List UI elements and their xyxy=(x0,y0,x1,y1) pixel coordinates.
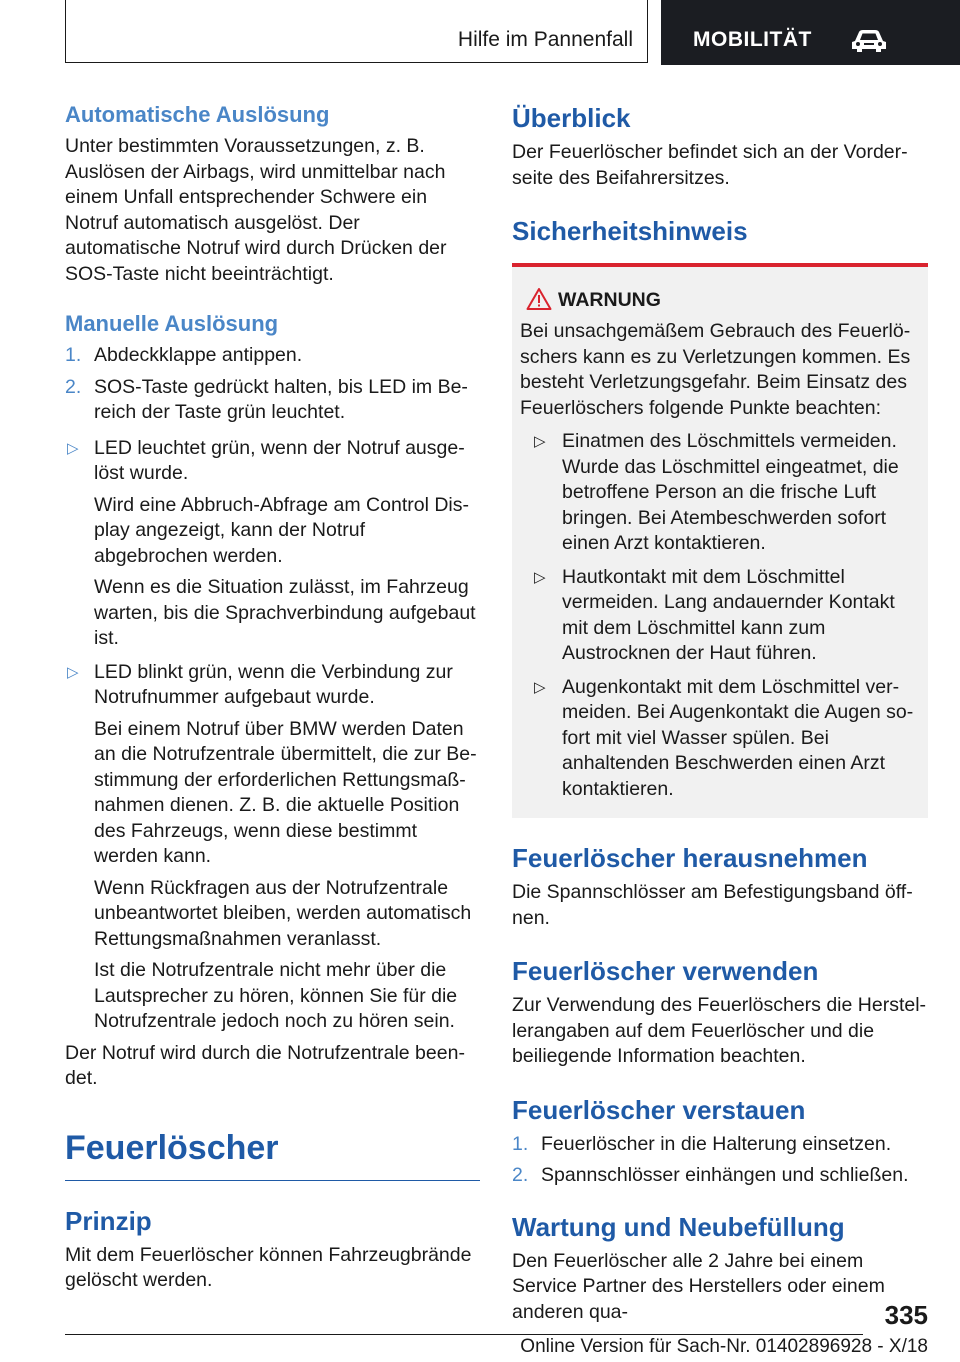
chapter-label: MOBILITÄT xyxy=(693,28,812,51)
step-number: 2. xyxy=(512,1164,529,1186)
bullet-text: Augenkontakt mit dem Löschmittel vermeiden. Bei Augenkontakt die Augen sofort mit viel Wasser spülen. Bei anhaltenden Beschwerden einen Arzt kontaktieren. xyxy=(562,675,914,800)
overview-heading: Überblick xyxy=(512,103,631,133)
bullet-text: Ist die Notrufzentrale nicht mehr über die Lautsprecher zu hören, können Sie für die Notrufzentrale jedoch noch zu hören sein. xyxy=(94,959,458,1032)
maintenance-text: Den Feuerlöscher alle 2 Jahre bei einem Service Partner des Herstellers oder einem anderen qua- xyxy=(512,1249,885,1323)
warning-title xyxy=(520,285,914,313)
section-label: Hilfe im Pannenfall xyxy=(457,28,633,51)
stow-heading: Feuerlöscher verstauen xyxy=(512,1094,806,1125)
list-item xyxy=(65,343,480,369)
overview-text: Der Feuerlöscher befindet sich an der Vorderseite des Beifahrersitzes. xyxy=(512,141,908,189)
list-item xyxy=(520,675,914,803)
use-text: Zur Verwendung des Feuerlöschers die Herstellerangaben auf dem Feuerlöscher und die beiliegende Information beachten. xyxy=(512,994,927,1067)
list-item xyxy=(512,1163,928,1189)
step-text: Feuerlöscher in die Halterung einsetzen. xyxy=(541,1132,892,1155)
auto-trigger-heading: Automatische Auslösung xyxy=(65,102,330,127)
footer-divider xyxy=(65,1334,863,1335)
step-number: 1. xyxy=(65,344,82,366)
step-number: 2. xyxy=(65,375,82,398)
bullet-text: LED blinkt grün, wenn die Verbindung zur Notrufnummer aufgebaut wurde. xyxy=(94,660,453,708)
step-text: Spannschlösser einhängen und schließen. xyxy=(541,1164,909,1186)
triangle-bullet-icon: ▷ xyxy=(534,568,546,586)
step-text: Abdeckklappe antippen. xyxy=(94,344,303,366)
warning-list xyxy=(520,429,914,802)
auto-trigger-text: Unter bestimmten Voraussetzungen, z. B. Auslösen der Airbags, wird unmittelbar nach einem Unfall entsprechender Schwere ein Notruf automatisch ausgelöst. Der automatische Notruf wird durch Drücken der SOS-Taste nicht beeinträchtigt. xyxy=(65,135,447,285)
manual-trigger-heading: Manuelle Auslösung xyxy=(65,311,279,336)
list-item xyxy=(520,429,914,557)
bullet-text: Einatmen des Löschmittels vermeiden. Wurde das Löschmittel eingeatmet, die betroffene Person an die frische Luft bringen. Bei Atembeschwerden sofort einen Arzt kontaktieren. xyxy=(562,430,899,554)
bullet-text: Wenn es die Situation zulässt, im Fahrzeug warten, bis die Sprachverbindung aufgebaut ist. xyxy=(94,576,476,649)
car-icon xyxy=(849,27,889,53)
principle-heading: Prinzip xyxy=(65,1205,152,1236)
left-column xyxy=(65,100,480,1294)
remove-text: Die Spannschlösser am Befestigungsband öffnen. xyxy=(512,881,913,929)
warning-label: WARNUNG xyxy=(558,289,661,311)
warning-text: Bei unsachgemäßem Gebrauch des Feuerlöschers kann es zu Verletzungen kommen. Es besteht Verletzungsgefahr. Beim Einsatz des Feuerlöschers folgende Punkte beachten: xyxy=(520,320,911,419)
list-item xyxy=(65,375,480,426)
chapter-tab xyxy=(661,0,960,65)
chapter-title: Feuerlöscher xyxy=(65,1126,480,1181)
footer-text: Online Version für Sach-Nr. 01402896928 - X/18 xyxy=(520,1336,928,1357)
warning-box xyxy=(512,263,928,818)
page-header xyxy=(65,0,960,65)
triangle-bullet-icon: ▷ xyxy=(67,663,79,681)
section-tab xyxy=(65,0,648,63)
triangle-bullet-icon: ▷ xyxy=(534,433,546,450)
step-text: SOS-Taste gedrückt halten, bis LED im Bereich der Taste grün leuchtet. xyxy=(94,375,468,423)
warning-triangle-icon xyxy=(526,287,552,311)
principle-text: Mit dem Feuerlöscher können Fahrzeugbrände gelöscht werden. xyxy=(65,1243,472,1291)
bullet-text: Wird eine Abbruch-Abfrage am Control Display angezeigt, kann der Notruf abgebrochen werden. xyxy=(94,493,469,567)
bullet-text: Bei einem Notruf über BMW werden Daten an die Notrufzentrale übermittelt, die zur Bestimmung der erforderlichen Rettungsmaßnahmen dienen. Z. B. die aktuelle Position des Fahrzeugs, wenn diese bestimmt werden kann. xyxy=(94,717,477,867)
maintenance-heading: Wartung und Neubefüllung xyxy=(512,1211,845,1242)
list-item xyxy=(65,660,480,1035)
list-item xyxy=(512,1132,928,1158)
step-number: 1. xyxy=(512,1132,529,1155)
remove-heading: Feuerlöscher herausnehmen xyxy=(512,843,868,873)
safety-heading: Sicherheitshinweis xyxy=(512,216,748,246)
page-number: 335 xyxy=(884,1300,928,1330)
end-text: Der Notruf wird durch die Notrufzentrale beendet. xyxy=(65,1041,465,1089)
list-item xyxy=(520,565,914,667)
list-item xyxy=(65,436,480,652)
triangle-bullet-icon: ▷ xyxy=(67,439,79,457)
triangle-bullet-icon: ▷ xyxy=(534,678,546,696)
right-column xyxy=(512,100,928,1325)
bullet-text: LED leuchtet grün, wenn der Notruf ausgelöst wurde. xyxy=(94,436,465,484)
use-heading: Feuerlöscher verwenden xyxy=(512,956,819,986)
bullet-text: Wenn Rückfragen aus der Notrufzentrale unbeantwortet bleiben, werden automatisch Rettungsmaßnahmen veranlasst. xyxy=(94,876,472,950)
bullet-text: Hautkontakt mit dem Löschmittel vermeiden. Lang andauernder Kontakt mit dem Löschmittel kann zum Austrocknen der Haut führen. xyxy=(562,565,895,664)
